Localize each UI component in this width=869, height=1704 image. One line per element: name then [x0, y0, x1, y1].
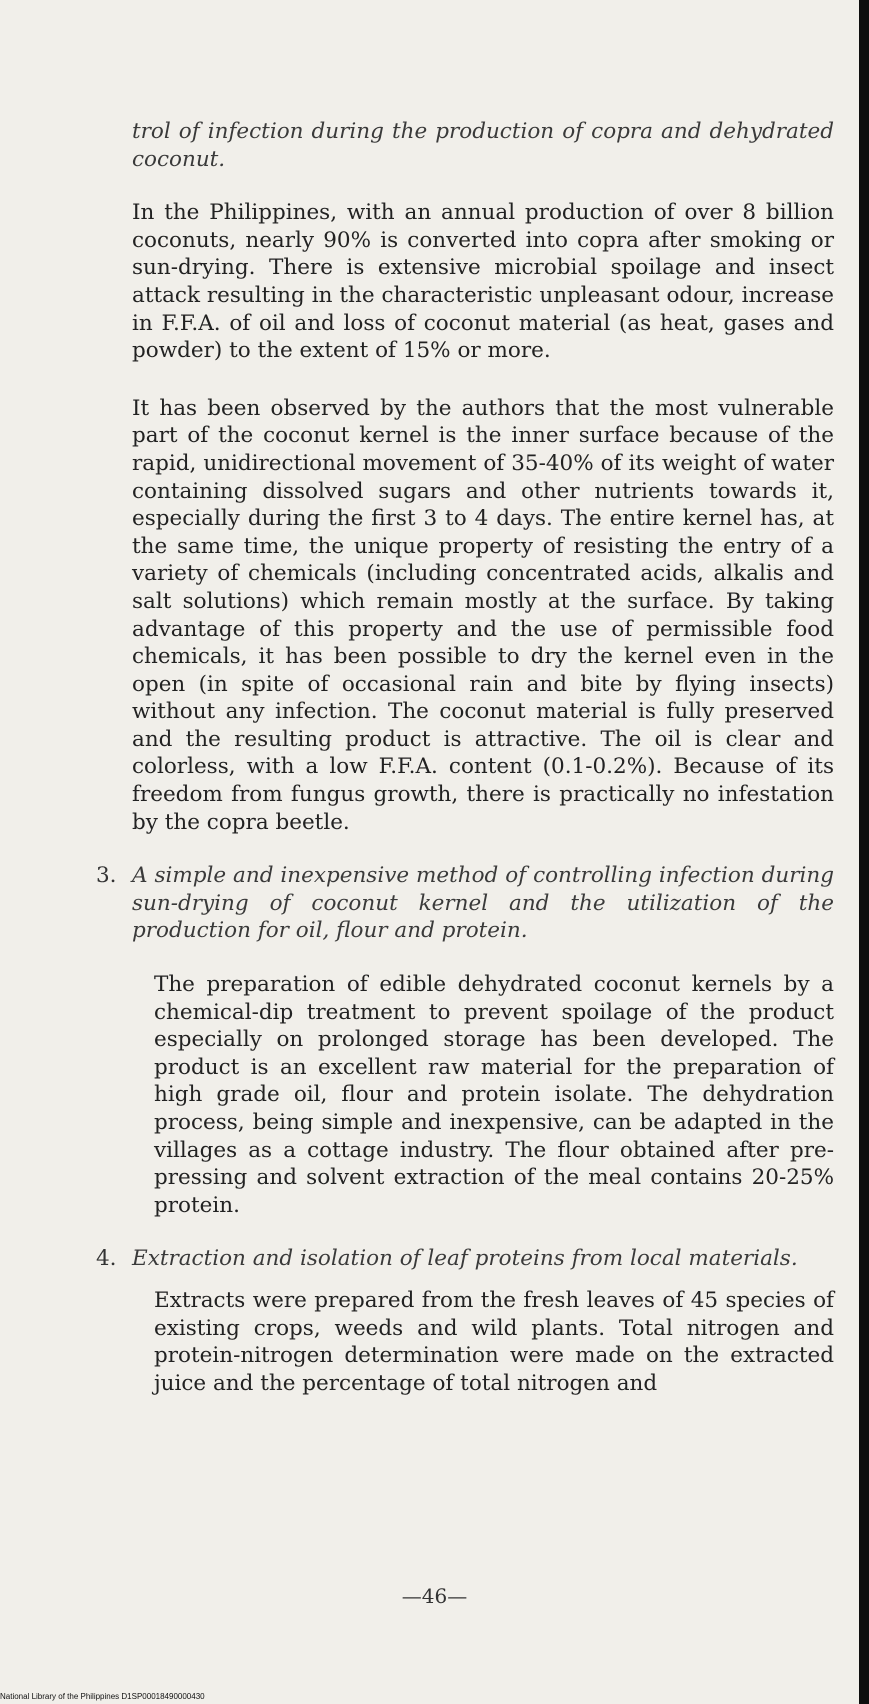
paragraph-philippines: In the Philippines, with an annual production of over 8 billion coconuts, nearly 90% is converted into copra after smoking or sun-drying. There is extensive microbial spoilage and insect attack resulting in the characteristic unpleasant odour, increase in F.F.A. of oil and loss of coconut material (as heat, gases and powder) to the extent of 15% or more. [132, 200, 834, 364]
continuation-text: trol of infection during the production of copra and dehydrated coconut. [132, 119, 834, 172]
document-body [96, 118, 834, 1397]
section-number: 4. [96, 1246, 117, 1272]
section-3 [96, 862, 834, 1219]
section-title: Extraction and isolation of leaf proteins from local materials. [132, 1246, 798, 1272]
footer-credit: National Library of the Philippines D1SP00018490000430 [0, 1692, 205, 1701]
paragraph-kernel: It has been observed by the authors that the most vulnerable part of the coconut kernel is the inner surface because of the rapid, unidirectional movement of 35-40% of its weight of water containing dissolved sugars and other nutrients towards it, especially during the first 3 to 4 days. The entire kernel has, at the same time, the unique property of resisting the entry of a variety of chemicals (including concentrated acids, alkalis and salt solutions) which remain mostly at the surface. By taking advantage of this property and the use of permissible food chemicals, it has been possible to dry the kernel even in the open (in spite of occasional rain and bite by flying insects) without any infection. The coconut material is fully preserved and the resulting product is attractive. The oil is clear and colorless, with a low F.F.A. content (0.1-0.2%). Because of its freedom from fungus growth, there is practically no infestation by the copra beetle. [132, 395, 834, 835]
section-title: A simple and inexpensive method of controlling infection during sun-drying of coconut kernel and the utilization of the production for oil, flour and protein. [132, 863, 834, 944]
section-number: 3. [96, 863, 117, 889]
page-edge [859, 0, 869, 1704]
section-4 [96, 1245, 834, 1397]
section-body: Extracts were prepared from the fresh leaves of 45 species of existing crops, weeds and wild plants. Total nitrogen and protein-nitrogen determination were made on the extracted juice and the percentage of total nitrogen and [154, 1287, 834, 1396]
section-body: The preparation of edible dehydrated coconut kernels by a chemical-dip treatment to prevent spoilage of the product especially on prolonged storage has been developed. The product is an excellent raw material for the preparation of high grade oil, flour and protein isolate. The dehydration process, being simple and inexpensive, can be adapted in the villages as a cottage industry. The flour obtained after pre-pressing and solvent extraction of the meal contains 20-25% protein. [154, 972, 834, 1218]
page-number: —46— [401, 1584, 468, 1608]
